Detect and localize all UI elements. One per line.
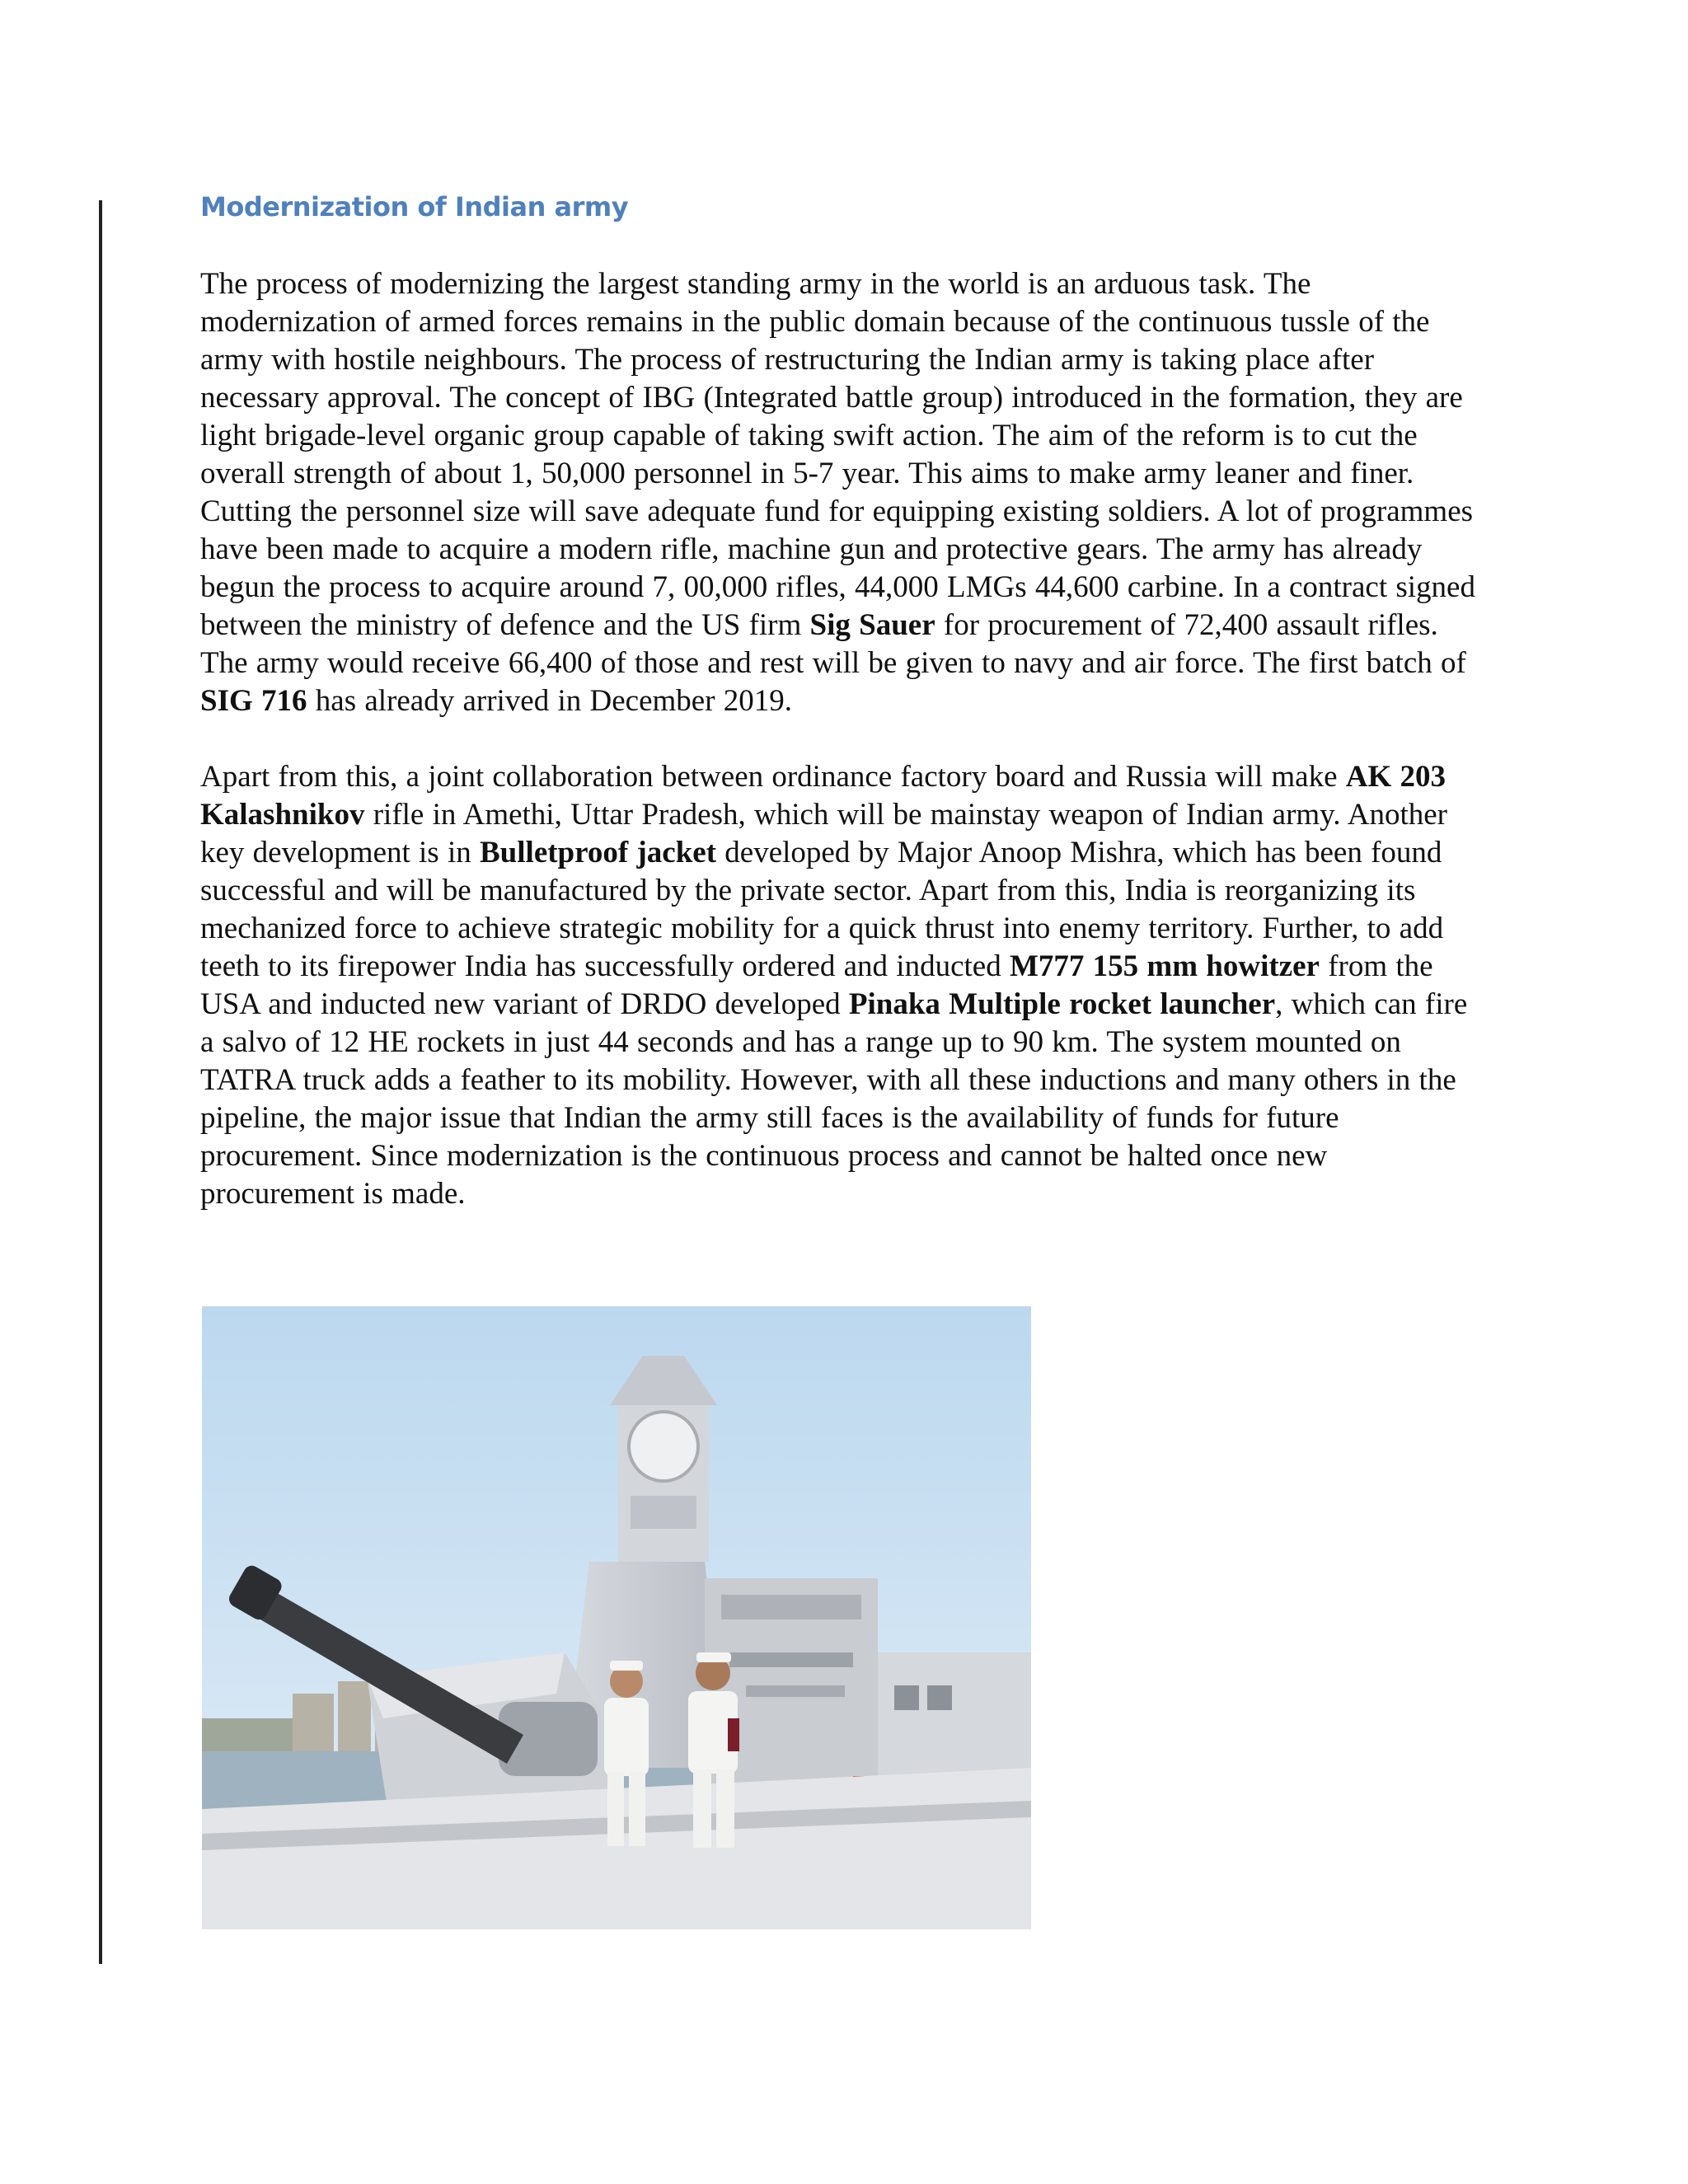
p2-text-5: , which can fire a salvo of 12 HE rockets in just 44 seconds and has a range up to 90 km. The system mounted on TATRA truck adds a feather to its mobility. However, with all these inductions and many others in the pipeline, the major issue that Indian the army still faces is the availability of funds for future procurement. Since modernization is the continuous process and cannot be halted once new procurement is made. [200,987,1468,1211]
section-heading: Modernization of Indian army [200,191,629,223]
p2-text-2: rifle in Amethi, Uttar Pradesh, which will be mainstay weapon of Indian army. Another key development is in [200,798,1447,869]
p1-text-2: for procurement of 72,400 assault rifles. The army would receive 66,400 of those and rest will be given to navy and air force. The first batch of [200,608,1466,680]
p2-bold-pinaka: Pinaka Multiple rocket launcher [848,987,1276,1021]
p2-bold-bulletproof-jacket: Bulletproof jacket [480,836,717,869]
p2-text-3: developed by Major Anoop Mishra, which has been found successful and will be manufactured by the private sector. Apart from this, India is reorganizing its mechanized force to achieve strategic mobility for a quick thrust into enemy territory. Further, to add teeth to its firepower India has successfully ordered and inducted [200,836,1444,983]
paragraph-2 [200,758,1486,1213]
p1-text-3: has already arrived in December 2019. [307,684,793,718]
naval-gun-warship-photo [202,1306,1031,1929]
p2-text-1: Apart from this, a joint collaboration between ordinance factory board and Russia will make [200,760,1346,794]
photo-illustration [202,1306,1031,1929]
p2-bold-m777: M777 155 mm howitzer [1009,949,1320,983]
p1-bold-sig-716: SIG 716 [200,684,307,718]
paragraph-1 [200,265,1486,720]
p1-bold-sig-sauer: Sig Sauer [809,608,935,642]
page-margin-rule [99,200,102,1964]
document-body [200,191,1486,1213]
p1-text-1: The process of modernizing the largest standing army in the world is an arduous task. The modernization of armed forces remains in the public domain because of the continuous tussle of the army with hostile neighbours. The process of restructuring the Indian army is taking place after necessary approval. The concept of IBG (Integrated battle group) introduced in the formation, they are light brigade-level organic group capable of taking swift action. The aim of the reform is to cut the overall strength of about 1, 50,000 personnel in 5-7 year. This aims to make army leaner and finer. Cutting the personnel size will save adequate fund for equipping existing soldiers. A lot of programmes have been made to acquire a modern rifle, machine gun and protective gears. The army has already begun the process to acquire around 7, 00,000 rifles, 44,000 LMGs 44,600 carbine. In a contract signed between the ministry of defence and the US firm [200,267,1475,642]
p2-bold-ak203: AK 203 Kalashnikov [200,760,1447,832]
p2-text-4: from the USA and inducted new variant of DRDO developed [200,949,1433,1021]
